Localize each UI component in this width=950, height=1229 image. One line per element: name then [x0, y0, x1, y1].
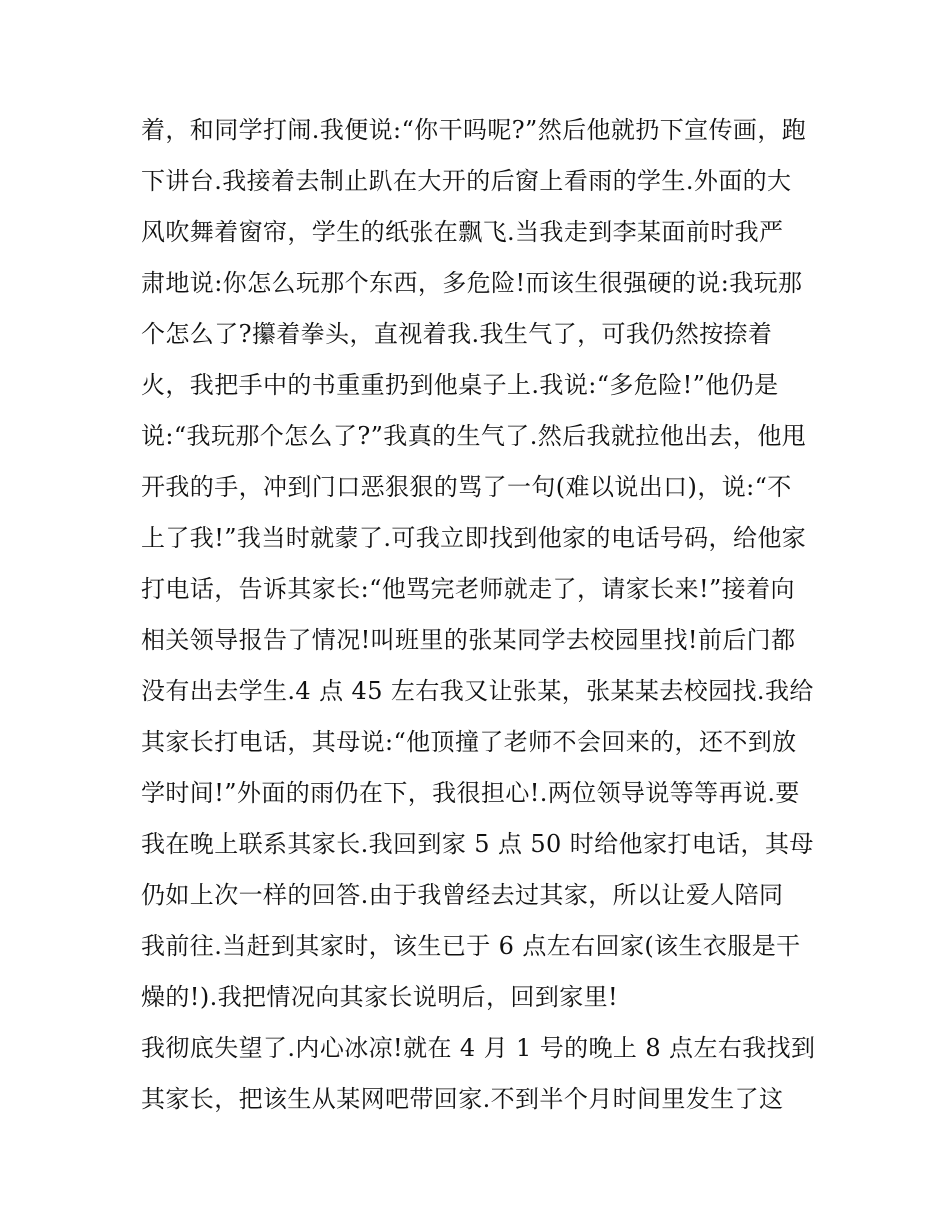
text-line: 说:“我玩那个怎么了?”我真的生气了.然后我就拉他出去，他甩 [141, 422, 807, 450]
text-line: 个怎么了?攥着拳头，直视着我.我生气了，可我仍然按捺着 [141, 320, 773, 348]
text-line: 打电话，告诉其家长:“他骂完老师就走了，请家长来!”接着向 [141, 575, 795, 603]
text-line: 其家长打电话，其母说:“他顶撞了老师不会回来的，还不到放 [141, 728, 797, 756]
text-line: 风吹舞着窗帘，学生的纸张在飘飞.当我走到李某面前时我严 [141, 218, 784, 246]
text-line: 我在晚上联系其家长.我回到家 5 点 50 时给他家打电话，其母 [141, 830, 814, 858]
text-line: 燥的!).我把情况向其家长说明后，回到家里! [141, 983, 619, 1011]
text-line: 仍如上次一样的回答.由于我曾经去过其家，所以让爱人陪同 [141, 881, 784, 909]
text-line: 上了我!”我当时就蒙了.可我立即找到他家的电话号码，给他家 [141, 524, 807, 552]
text-line: 下讲台.我接着去制止趴在大开的后窗上看雨的学生.外面的大 [141, 167, 792, 195]
text-line: 我彻底失望了.内心冰凉!就在 4 月 1 号的晚上 8 点左右我找到 [141, 1034, 816, 1062]
text-line: 火，我把手中的书重重扔到他桌子上.我说:“多危险!”他仍是 [141, 371, 779, 399]
text-line: 着，和同学打闹.我便说:“你干吗呢?”然后他就扔下宣传画，跑 [141, 116, 807, 144]
text-line: 没有出去学生.4 点 45 左右我又让张某，张某某去校园找.我给 [141, 677, 814, 705]
text-line: 相关领导报告了情况!叫班里的张某同学去校园里找!前后门都 [141, 626, 796, 654]
text-line: 肃地说:你怎么玩那个东西，多危险!而该生很强硬的说:我玩那 [141, 269, 803, 297]
text-line: 我前往.当赶到其家时，该生已于 6 点左右回家(该生衣服是干 [141, 932, 801, 960]
text-line: 开我的手，冲到门口恶狠狠的骂了一句(难以说出口)，说:“不 [141, 473, 792, 501]
text-line: 其家长，把该生从某网吧带回家.不到半个月时间里发生了这 [141, 1085, 784, 1113]
text-line: 学时间!”外面的雨仍在下，我很担心!.两位领导说等等再说.要 [141, 779, 800, 807]
body-text [141, 105, 821, 1125]
